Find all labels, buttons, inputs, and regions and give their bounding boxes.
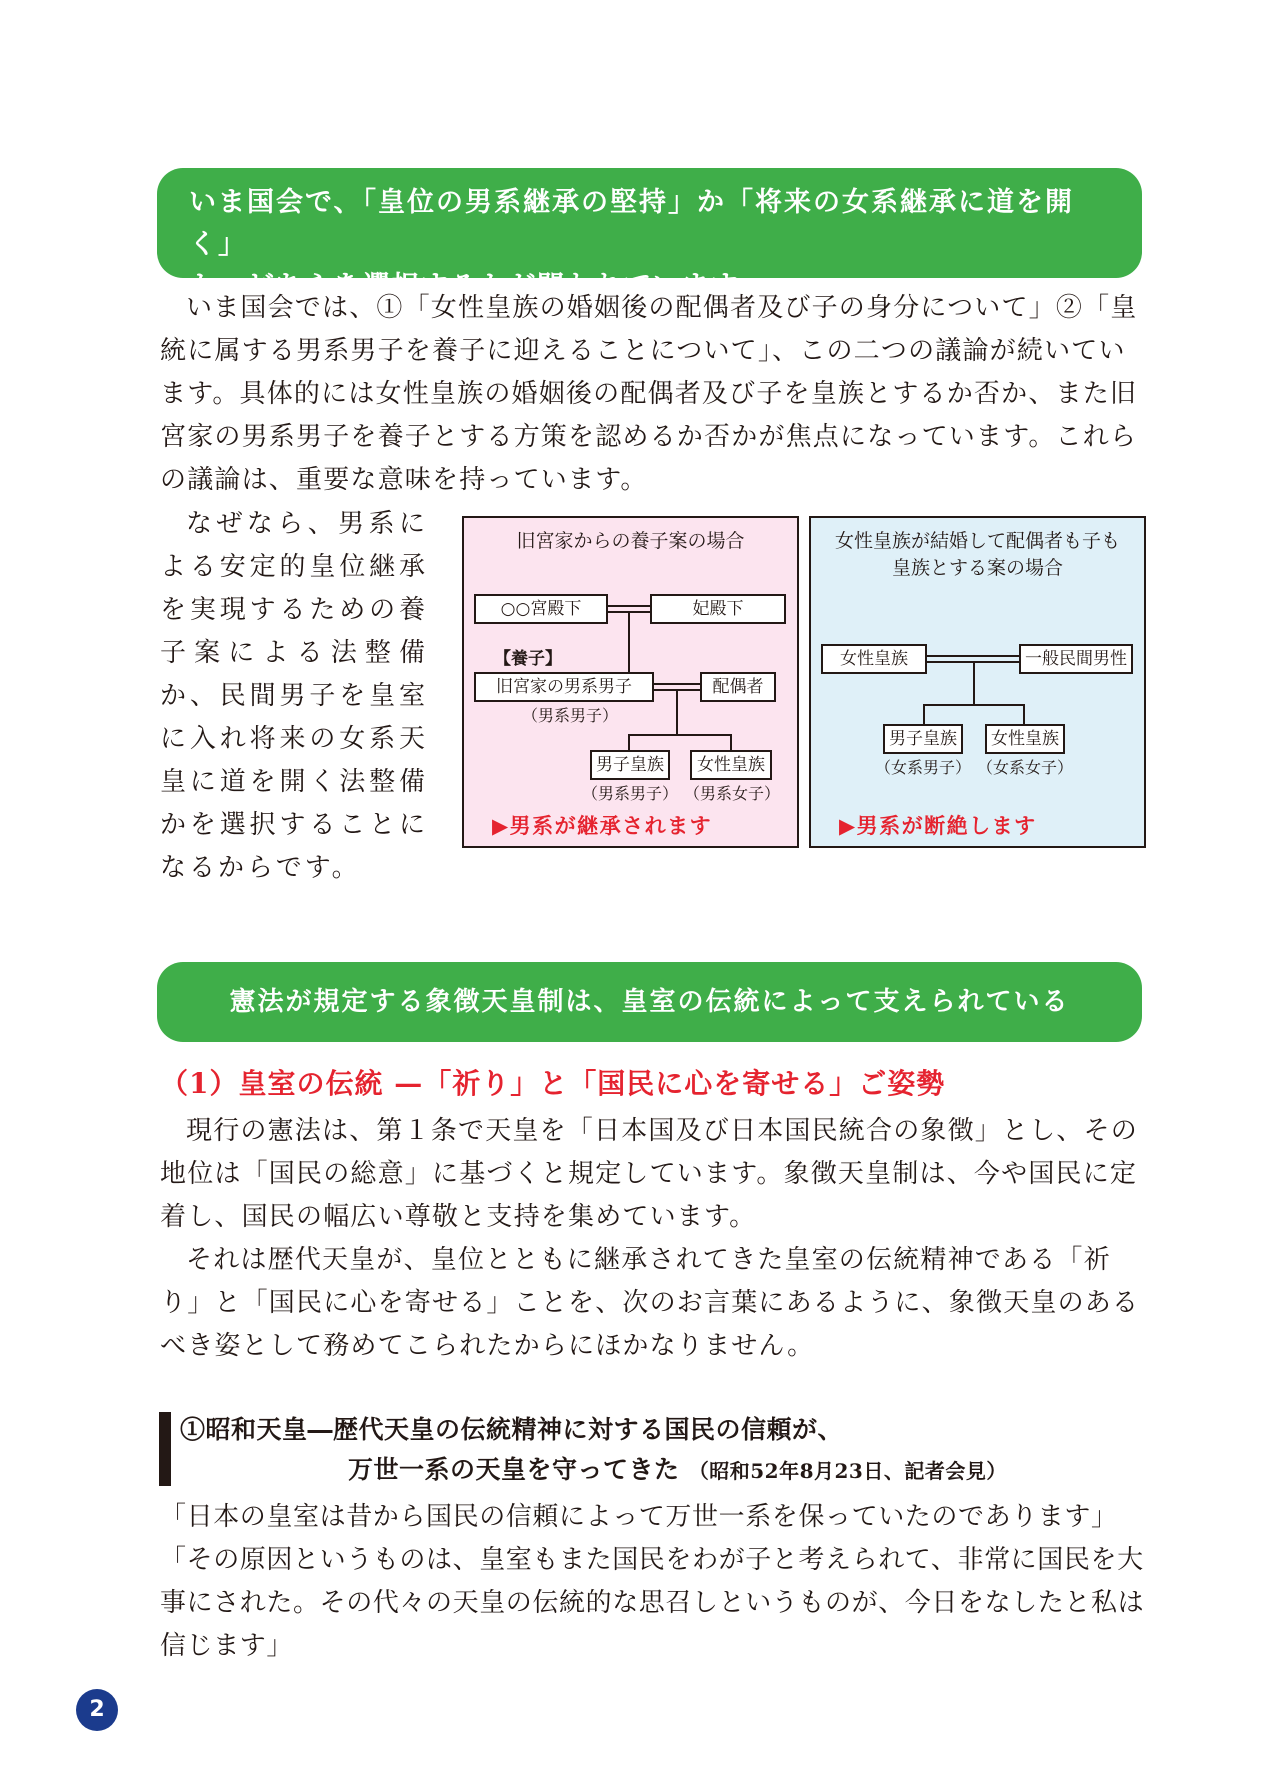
child-line [628, 734, 630, 750]
paragraph-reason: なぜなら、男系による安定的皇位継承を実現するための養子案による法整備か、民間男子を皇室に入れ将来の女系天皇に道を開く法整備かを選択することになるからです。 [160, 509, 428, 883]
child-line [1023, 704, 1025, 724]
diagram-title: 旧宮家からの養子案の場合 [516, 530, 745, 552]
box-female-royal: 女性皇族 [821, 644, 927, 674]
quote-body-line-2: 「その原因というものは、皇室もまた国民をわが子と考えられて、非常に国民を大事にされた。その代々の天皇の伝統的な思召しというものが、今日をなしたと私は信じます」 [160, 1545, 1145, 1661]
paragraph-constitution: 現行の憲法は、第１条で天皇を「日本国及び日本国民統合の象徴」とし、その地位は「国民の総意」に基づくと規定しています。象徴天皇制は、今や国民に定着し、国民の幅広い尊敬と支持を集めています。 [160, 1116, 1139, 1232]
quote-heading-line-2 [180, 1450, 1007, 1491]
page-number: 2 [76, 1689, 118, 1731]
label-female-child: （男系女子） [684, 784, 781, 803]
box-commoner-male: 一般民間男性 [1019, 644, 1133, 674]
box-prince: ○○宮殿下 [474, 594, 608, 624]
diagram-title-1: 女性皇族が結婚して配偶者も子も [834, 530, 1120, 552]
label-male-line-male: （男系男子） [522, 706, 619, 725]
label-female-child: （女系女子） [977, 758, 1074, 777]
label-male-child: （男系男子） [582, 784, 679, 803]
child-line [730, 734, 732, 750]
box-female-child: 女性皇族 [985, 724, 1065, 754]
diagram-adoption-case [462, 516, 799, 848]
children-line [628, 734, 732, 736]
box-spouse: 配偶者 [700, 672, 776, 702]
descent-line [973, 662, 975, 704]
child-line [923, 704, 925, 724]
marriage-line [927, 655, 1019, 657]
quote-marker-bar [159, 1412, 171, 1486]
box-adopted-male: 旧宮家の男系男子 [474, 672, 654, 702]
quote-heading-line-1: ①昭和天皇―歴代天皇の伝統精神に対する国民の信頼が、 [180, 1415, 844, 1444]
children-line [923, 704, 1025, 706]
label-male-child: （女系男子） [875, 758, 972, 777]
quote-heading [180, 1410, 1007, 1491]
banner-line-2: か、どちらを選択するかが問われています。 [189, 271, 767, 302]
box-female-child: 女性皇族 [690, 750, 772, 780]
box-princess: 妃殿下 [650, 594, 786, 624]
subheading-tradition: （1）皇室の伝統 —「祈り」と「国民に心を寄せる」ご姿勢 [160, 1067, 946, 1100]
quote-source: （昭和52年8月23日、記者会見） [688, 1459, 1007, 1483]
paragraph-debate: いま国会では、①「女性皇族の婚姻後の配偶者及び子の身分について」②「皇統に属する男系男子を養子に迎えることについて」、この二つの議論が続いています。具体的には女性皇族の婚姻後の配偶者及び子を皇族とするか否か、また旧宮家の男系男子を養子とする方策を認めるか否かが焦点になっています。これらの議論は、重要な意味を持っています。 [160, 293, 1138, 495]
marriage-line [608, 605, 650, 607]
diagram-title-2: 皇族とする案の場合 [891, 557, 1063, 579]
adoption-line [628, 612, 630, 672]
section-banner-succession [157, 168, 1142, 302]
descent-line [676, 690, 678, 734]
section-banner-constitution: 憲法が規定する象徴天皇制は、皇室の伝統によって支えられている [157, 962, 1142, 1042]
diagram-female-royal-case [809, 516, 1146, 848]
adopted-tag: 【養子】 [494, 649, 562, 669]
box-male-child: 男子皇族 [590, 750, 670, 780]
paragraph-tradition: それは歴代天皇が、皇位とともに継承されてきた皇室の伝統精神である「祈り」と「国民に心を寄せる」ことを、次のお言葉にあるように、象徴天皇のあるべき姿として務めてこられたからにほかなりません。 [160, 1245, 1140, 1361]
result-continues: ▶男系が継承されます [492, 814, 713, 838]
quote-heading-main: 万世一系の天皇を守ってきた [348, 1455, 680, 1484]
quote-body-line-1: 「日本の皇室は昔から国民の信頼によって万世一系を保っていたのであります」 [160, 1502, 1118, 1532]
box-male-child: 男子皇族 [883, 724, 963, 754]
result-severed: ▶男系が断絶します [839, 814, 1037, 838]
quote-body [160, 1496, 1145, 1668]
marriage-line [654, 683, 700, 685]
banner-line-1: いま国会で、「皇位の男系継承の堅持」か「将来の女系継承に道を開く」 [189, 187, 1074, 260]
